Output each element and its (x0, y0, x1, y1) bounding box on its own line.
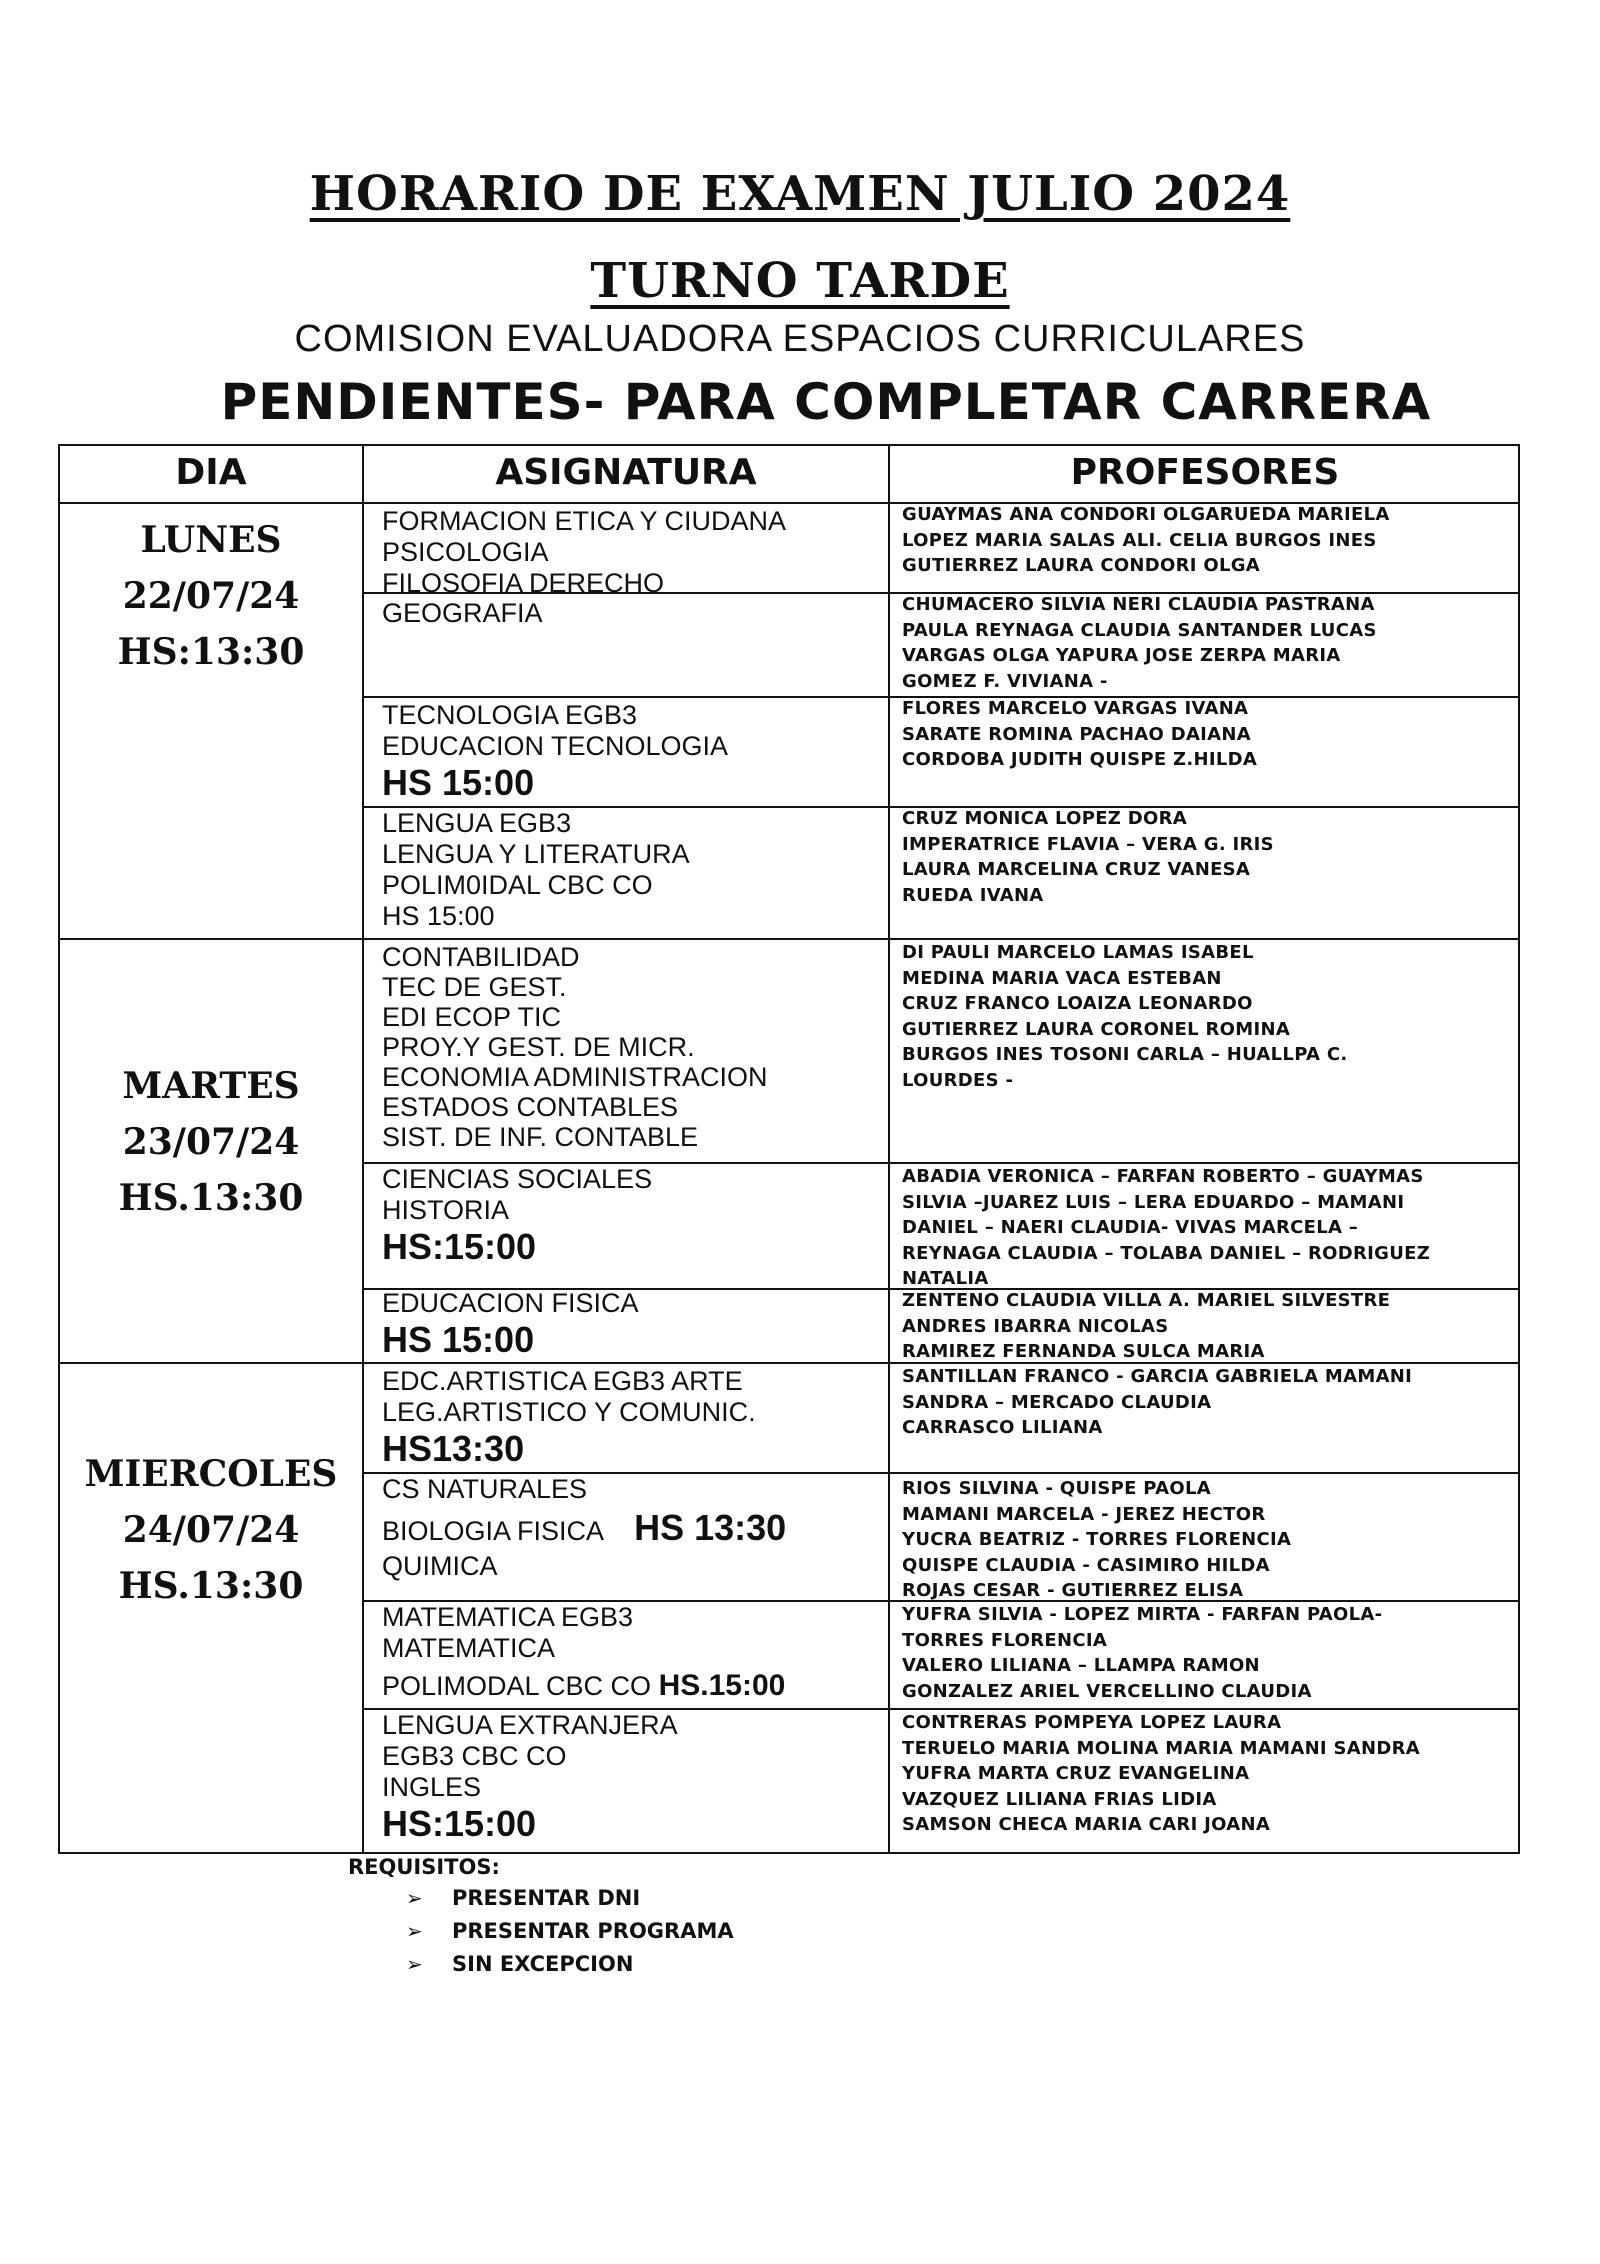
commission-heading: COMISION EVALUADORA ESPACIOS CURRICULARES (294, 318, 1306, 360)
teacher-line: ANDRES IBARRA NICOLAS (902, 1315, 1169, 1337)
subject-line: INGLES (382, 1772, 482, 1802)
day-date: 22/07/24 (122, 575, 300, 617)
day-block-tuesday (60, 1058, 362, 1226)
teacher-line: MAMANI MARCELA - JEREZ HECTOR (902, 1503, 1266, 1525)
arrow-bullet-icon: ➢ (406, 1952, 423, 1976)
subject-line: TEC DE GEST. (382, 972, 567, 1002)
teacher-line: LOURDES - (902, 1069, 1014, 1091)
requirement-text: PRESENTAR PROGRAMA (452, 1919, 734, 1943)
subject-line: POLIM0IDAL CBC CO (382, 870, 653, 900)
subject-line: TECNOLOGIA EGB3 (382, 700, 638, 730)
subject-line: ECONOMIA ADMINISTRACION (382, 1062, 768, 1092)
teacher-line: IMPERATRICE FLAVIA – VERA G. IRIS (902, 833, 1274, 855)
subject-time: HS13:30 (382, 1428, 525, 1469)
column-header-teachers: PROFESORES (1070, 452, 1340, 493)
teacher-line: SARATE ROMINA PACHAO DAIANA (902, 723, 1252, 745)
day-date: 24/07/24 (122, 1509, 300, 1551)
teacher-line: DANIEL – NAERI CLAUDIA- VIVAS MARCELA – (902, 1217, 1359, 1238)
subject-line: HISTORIA (382, 1195, 510, 1225)
subject-cell (382, 808, 940, 932)
requirement-item (406, 1882, 734, 1915)
subject-time: HS 15:00 (382, 1319, 535, 1360)
subject-line: EDUCACION FISICA (382, 1288, 639, 1318)
teachers-cell (902, 502, 1522, 579)
teachers-cell (902, 1710, 1522, 1838)
day-name: MARTES (122, 1065, 300, 1107)
teacher-line: SANTILLAN FRANCO - GARCIA GABRIELA MAMANI (902, 1366, 1413, 1387)
teachers-cell (902, 1602, 1522, 1704)
subject-time: HS 15:00 (382, 762, 535, 803)
teacher-line: LAURA MARCELINA CRUZ VANESA (902, 859, 1251, 880)
subject-line: QUIMICA (382, 1551, 498, 1581)
subject-line: PROY.Y GEST. DE MICR. (382, 1032, 695, 1062)
subject-line: SIST. DE INF. CONTABLE (382, 1122, 699, 1152)
subject-cell (382, 942, 940, 1152)
teacher-line: SAMSON CHECA MARIA CARI JOANA (902, 1814, 1271, 1835)
teacher-line: GONZALEZ ARIEL VERCELLINO CLAUDIA (902, 1680, 1312, 1702)
teacher-line: CORDOBA JUDITH QUISPE Z.HILDA (902, 749, 1258, 770)
teacher-line: YUCRA BEATRIZ - TORRES FLORENCIA (902, 1529, 1292, 1550)
column-header-day: DIA (175, 452, 247, 493)
teacher-line: VALERO LILIANA – LLAMPA RAMON (902, 1655, 1260, 1676)
column-header-subject: ASIGNATURA (495, 452, 757, 493)
requirements-section (348, 1852, 734, 1981)
subject-line: EDUCACION TECNOLOGIA (382, 731, 729, 761)
subject-line: CONTABILIDAD (382, 942, 580, 972)
teacher-line: CRUZ FRANCO LOAIZA LEONARDO (902, 993, 1253, 1014)
day-name: LUNES (140, 519, 282, 561)
teachers-cell (902, 1476, 1522, 1604)
subject-line: HS 15:00 (382, 901, 495, 931)
teachers-cell (902, 1364, 1522, 1441)
subject-line: LENGUA Y LITERATURA (382, 839, 690, 869)
teacher-line: GOMEZ F. VIVIANA - (902, 670, 1108, 692)
teachers-cell (902, 806, 1522, 908)
teacher-line: CARRASCO LILIANA (902, 1417, 1103, 1438)
subject-text: BIOLOGIA FISICA (382, 1516, 603, 1546)
subject-line-with-time (382, 1670, 940, 1702)
teacher-line: ABADIA VERONICA – FARFAN ROBERTO – GUAYMAS (902, 1166, 1424, 1187)
teacher-line: YUFRA SILVIA - LOPEZ MIRTA - FARFAN PAOLA- (902, 1604, 1383, 1625)
day-time: HS.13:30 (118, 1565, 304, 1607)
subject-line: CIENCIAS SOCIALES (382, 1164, 653, 1194)
teacher-line: BURGOS INES TOSONI CARLA – HUALLPA C. (902, 1044, 1348, 1065)
teacher-line: CRUZ MONICA LOPEZ DORA (902, 808, 1187, 829)
teacher-line: PAULA REYNAGA CLAUDIA SANTANDER LUCAS (902, 619, 1377, 641)
teacher-line: MEDINA MARIA VACA ESTEBAN (902, 967, 1222, 989)
teacher-line: FLORES MARCELO VARGAS IVANA (902, 698, 1249, 719)
subject-line: EGB3 CBC CO (382, 1741, 567, 1771)
subject-text: POLIMODAL CBC CO (382, 1671, 652, 1701)
subject-cell (382, 1366, 940, 1470)
document-title: HORARIO DE EXAMEN JULIO 2024 (309, 166, 1291, 222)
subject-cell (382, 506, 940, 599)
teacher-line: ROJAS CESAR - GUTIERREZ ELISA (902, 1580, 1244, 1601)
day-time: HS:13:30 (117, 631, 305, 673)
teacher-line: SILVIA –JUAREZ LUIS – LERA EDUARDO – MAMANI (902, 1191, 1405, 1213)
day-date: 23/07/24 (122, 1121, 300, 1163)
subject-cell (382, 1710, 940, 1845)
subject-cell (382, 1474, 940, 1582)
teacher-line: QUISPE CLAUDIA - CASIMIRO HILDA (902, 1554, 1270, 1576)
subject-cell (382, 1602, 940, 1702)
subject-line-with-time (382, 1505, 940, 1551)
subject-line: EDC.ARTISTICA EGB3 ARTE (382, 1366, 743, 1396)
teacher-line: RAMIREZ FERNANDA SULCA MARIA (902, 1341, 1265, 1362)
pending-heading: PENDIENTES- PARA COMPLETAR CARRERA (220, 373, 1432, 431)
teachers-cell (902, 1164, 1522, 1292)
day-time: HS.13:30 (118, 1177, 304, 1219)
teacher-line: DI PAULI MARCELO LAMAS ISABEL (902, 942, 1254, 963)
subject-line: FILOSOFIA DERECHO (382, 568, 665, 598)
schedule-table (58, 444, 1520, 1854)
teachers-cell (902, 1288, 1522, 1365)
subject-time: HS 13:30 (634, 1507, 787, 1548)
teacher-line: GUTIERREZ LAURA CONDORI OLGA (902, 555, 1261, 576)
subject-line: LENGUA EGB3 (382, 808, 572, 838)
subject-line: PSICOLOGIA (382, 537, 549, 567)
arrow-bullet-icon: ➢ (406, 1886, 423, 1910)
requirement-text: SIN EXCEPCION (452, 1952, 634, 1976)
arrow-bullet-icon: ➢ (406, 1919, 423, 1943)
requirements-title: REQUISITOS: (348, 1855, 500, 1879)
teacher-line: GUTIERREZ LAURA CORONEL ROMINA (902, 1018, 1291, 1040)
subject-line: GEOGRAFIA (382, 598, 543, 628)
subject-time: HS:15:00 (382, 1803, 537, 1844)
subject-cell (382, 1288, 940, 1361)
subject-line: MATEMATICA EGB3 (382, 1602, 634, 1632)
teacher-line: VAZQUEZ LILIANA FRIAS LIDIA (902, 1788, 1217, 1810)
teacher-line: VARGAS OLGA YAPURA JOSE ZERPA MARIA (902, 645, 1341, 666)
teachers-cell (902, 592, 1522, 694)
teacher-line: GUAYMAS ANA CONDORI OLGARUEDA MARIELA (902, 504, 1390, 525)
teacher-line: LOPEZ MARIA SALAS ALI. CELIA BURGOS INES (902, 529, 1377, 551)
document-subtitle: TURNO TARDE (590, 253, 1010, 309)
teacher-line: CHUMACERO SILVIA NERI CLAUDIA PASTRANA (902, 594, 1375, 615)
subject-line: CS NATURALES (382, 1474, 588, 1504)
teacher-line: REYNAGA CLAUDIA – TOLABA DANIEL – RODRIGUEZ (902, 1242, 1431, 1264)
subject-line: EDI ECOP TIC (382, 1002, 562, 1032)
requirement-item (406, 1915, 734, 1948)
subject-line: LENGUA EXTRANJERA (382, 1710, 678, 1740)
day-block-wednesday (60, 1446, 362, 1614)
teacher-line: ZENTENO CLAUDIA VILLA A. MARIEL SILVESTRE (902, 1290, 1391, 1311)
teacher-line: NATALIA (902, 1268, 989, 1289)
teacher-line: TERUELO MARIA MOLINA MARIA MAMANI SANDRA (902, 1737, 1420, 1759)
teachers-cell (902, 696, 1522, 773)
teachers-cell (902, 940, 1522, 1093)
requirement-item (406, 1948, 734, 1981)
subject-cell (382, 598, 940, 629)
day-block-monday (60, 512, 362, 680)
teacher-line: TORRES FLORENCIA (902, 1629, 1108, 1651)
subject-cell (382, 1164, 940, 1268)
subject-time: HS.15:00 (658, 1669, 786, 1702)
subject-line: LEG.ARTISTICO Y COMUNIC. (382, 1397, 756, 1427)
day-name: MIERCOLES (84, 1453, 338, 1495)
subject-time: HS:15:00 (382, 1226, 537, 1267)
requirement-text: PRESENTAR DNI (452, 1886, 641, 1910)
subject-cell (382, 700, 940, 804)
teacher-line: YUFRA MARTA CRUZ EVANGELINA (902, 1763, 1250, 1784)
teacher-line: SANDRA – MERCADO CLAUDIA (902, 1391, 1212, 1413)
subject-line: MATEMATICA (382, 1633, 555, 1663)
subject-line: FORMACION ETICA Y CIUDANA (382, 506, 787, 536)
teacher-line: RIOS SILVINA - QUISPE PAOLA (902, 1478, 1211, 1499)
teacher-line: CONTRERAS POMPEYA LOPEZ LAURA (902, 1712, 1282, 1733)
subject-line: ESTADOS CONTABLES (382, 1092, 679, 1122)
column-divider (362, 446, 364, 1852)
teacher-line: RUEDA IVANA (902, 884, 1044, 906)
